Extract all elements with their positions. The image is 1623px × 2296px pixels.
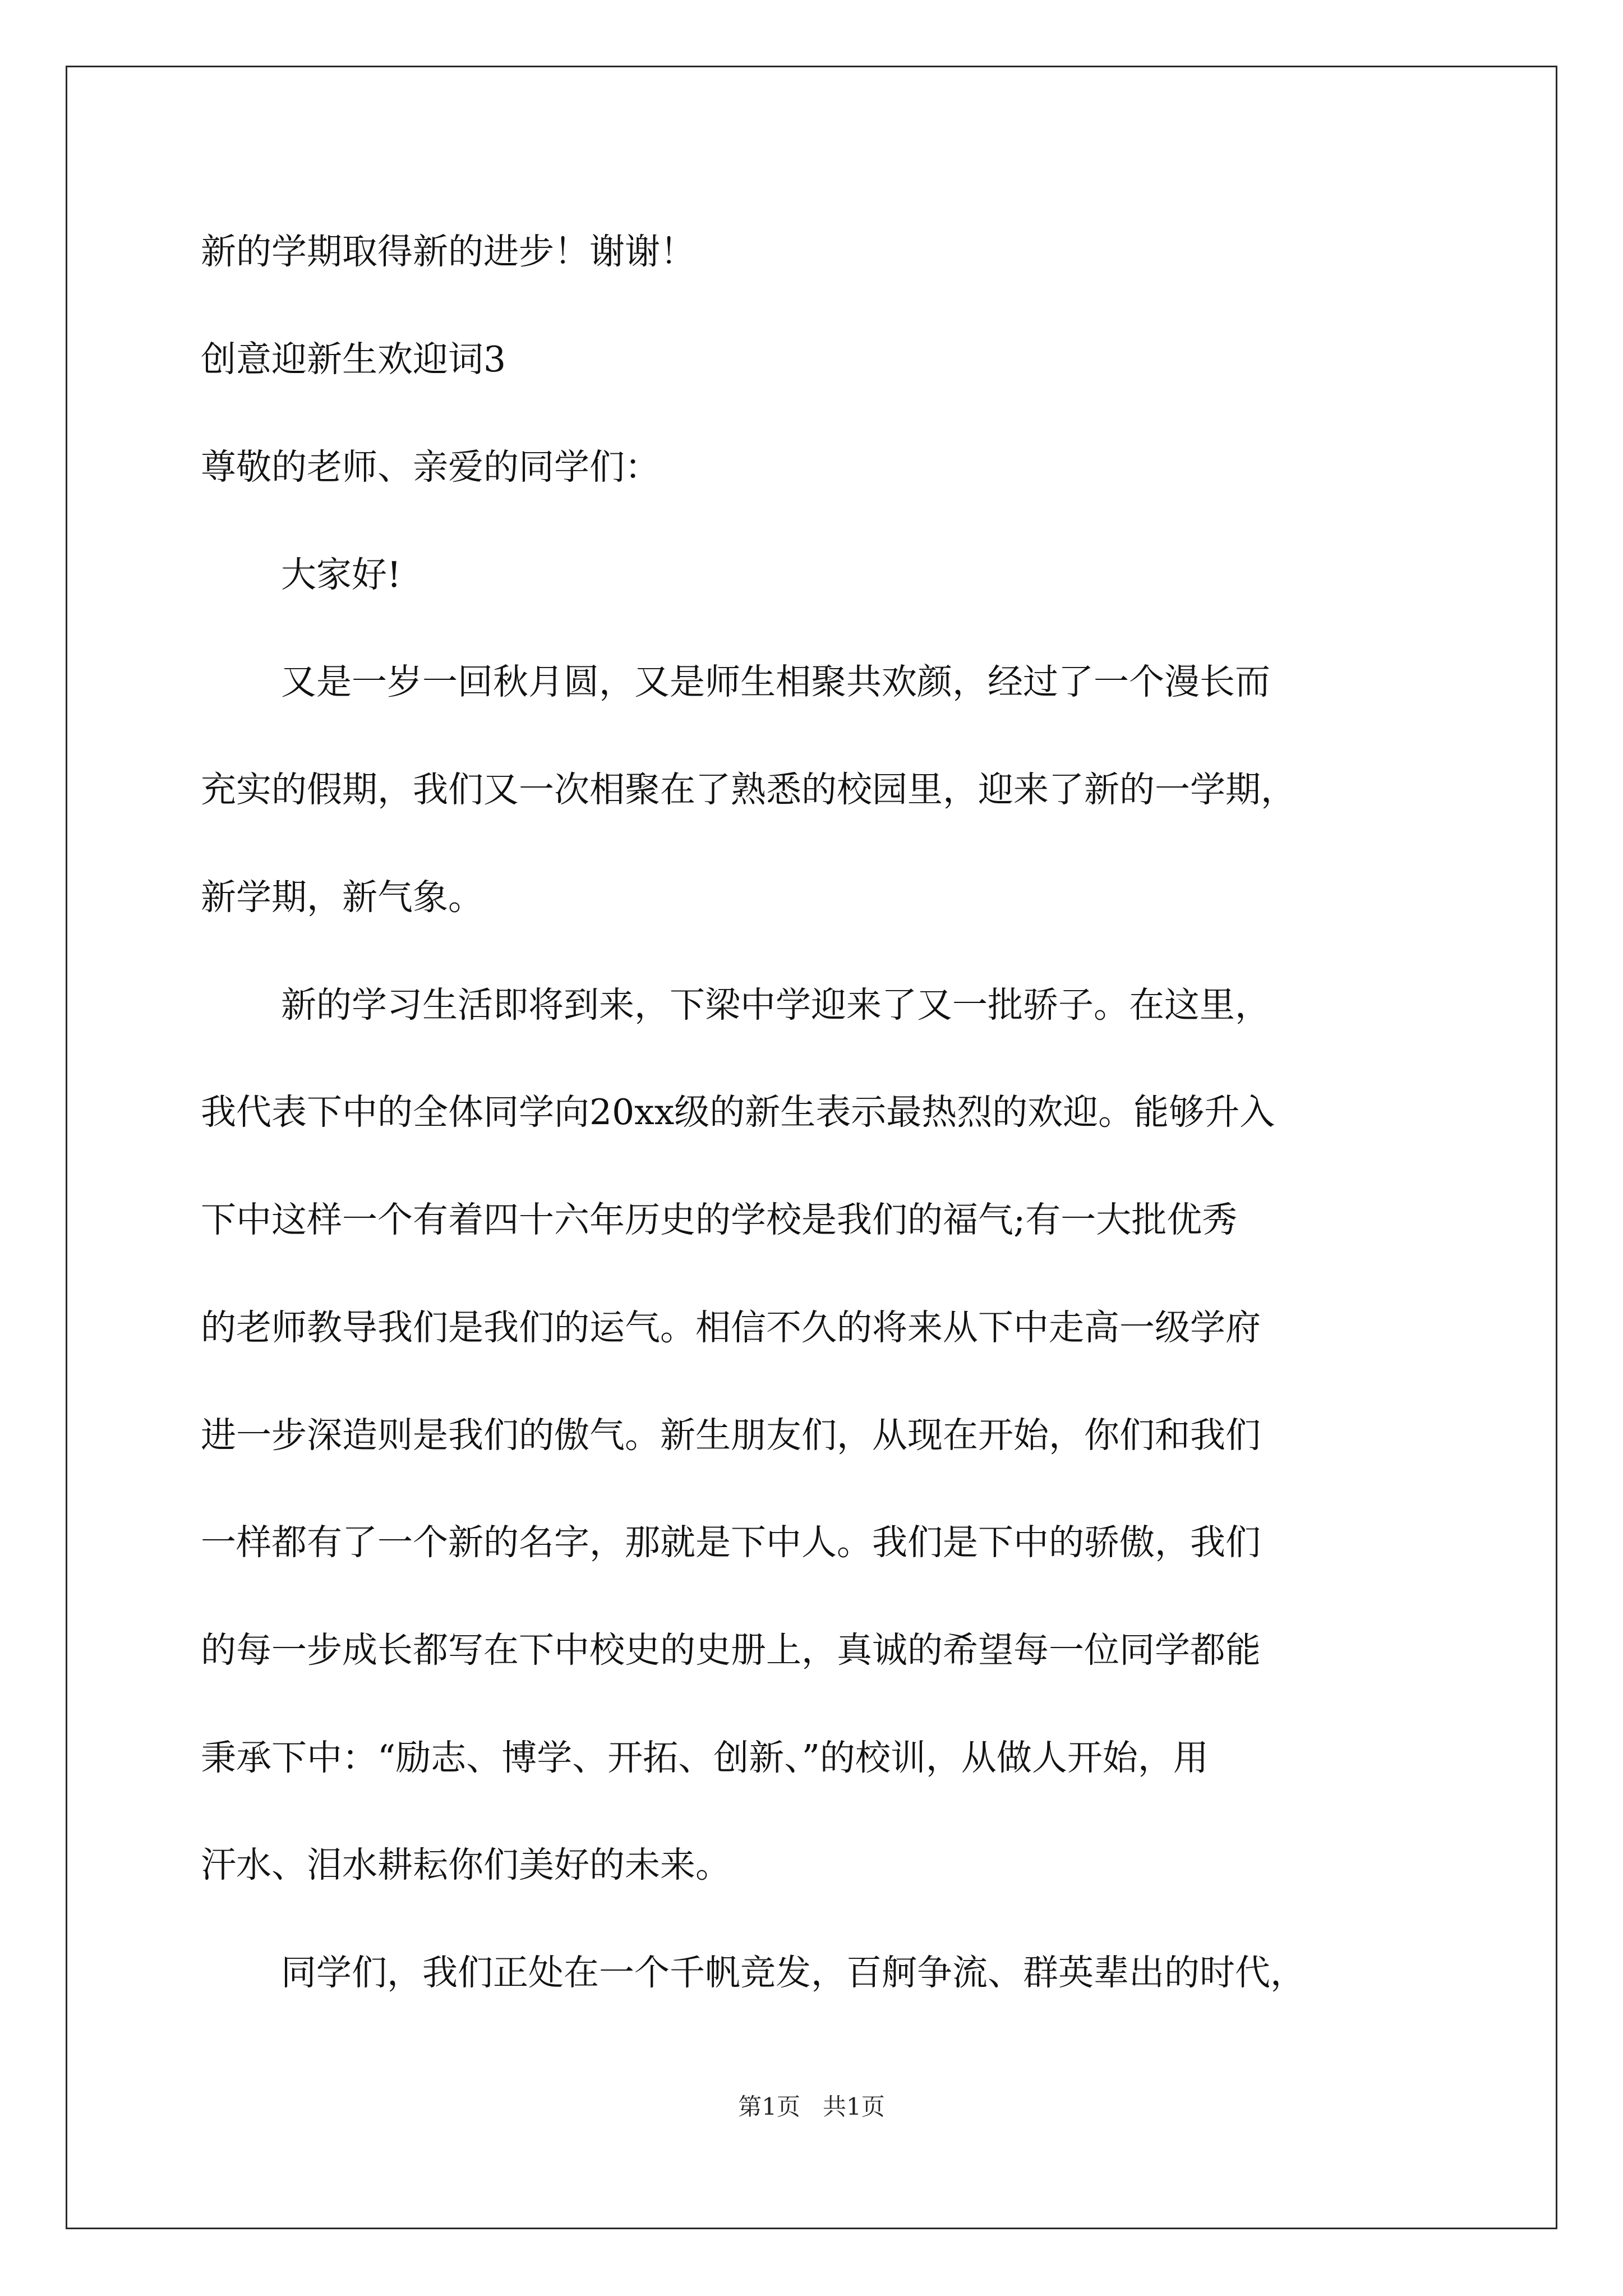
paragraph-line: 下中这样一个有着四十六年历史的学校是我们的福气;有一大批优秀 [201,1199,1238,1240]
paragraph-line: 新学期，新气象。 [201,877,483,918]
paragraph-line: 同学们，我们正处在一个千帆竞发，百舸争流、群英辈出的时代， [281,1952,1306,1993]
paragraph-line: 新的学习生活即将到来，下梁中学迎来了又一批骄子。在这里， [281,984,1270,1025]
paragraph-line: 进一步深造则是我们的傲气。新生朋友们，从现在开始，你们和我们 [201,1415,1261,1456]
page-border [66,66,1557,2229]
paragraph-line: 又是一岁一回秋月圆，又是师生相聚共欢颜，经过了一个漫长而 [281,661,1270,702]
paragraph-line: 的每一步成长都写在下中校史的史册上，真诚的希望每一位同学都能 [201,1630,1261,1671]
paragraph-line: 秉承下中：“励志、博学、开拓、创新、”的校训，从做人开始，用 [201,1737,1209,1778]
page-number-footer: 第1页 共1页 [738,2093,885,2120]
paragraph-line: 的老师教导我们是我们的运气。相信不久的将来从下中走高一级学府 [201,1307,1261,1348]
paragraph-line: 汗水、泪水耕耘你们美好的未来。 [201,1844,731,1885]
salutation: 尊敬的老师、亲爱的同学们： [201,447,660,487]
text-line-closing: 新的学期取得新的进步！谢谢！ [201,231,695,272]
greeting: 大家好! [281,554,402,595]
paragraph-line: 一样都有了一个新的名字，那就是下中人。我们是下中的骄傲，我们 [201,1522,1261,1563]
paragraph-line: 充实的假期，我们又一次相聚在了熟悉的校园里，迎来了新的一学期， [201,769,1296,810]
paragraph-line: 我代表下中的全体同学向20xx级的新生表示最热烈的欢迎。能够升入 [201,1092,1275,1133]
section-heading: 创意迎新生欢迎词3 [201,339,506,380]
